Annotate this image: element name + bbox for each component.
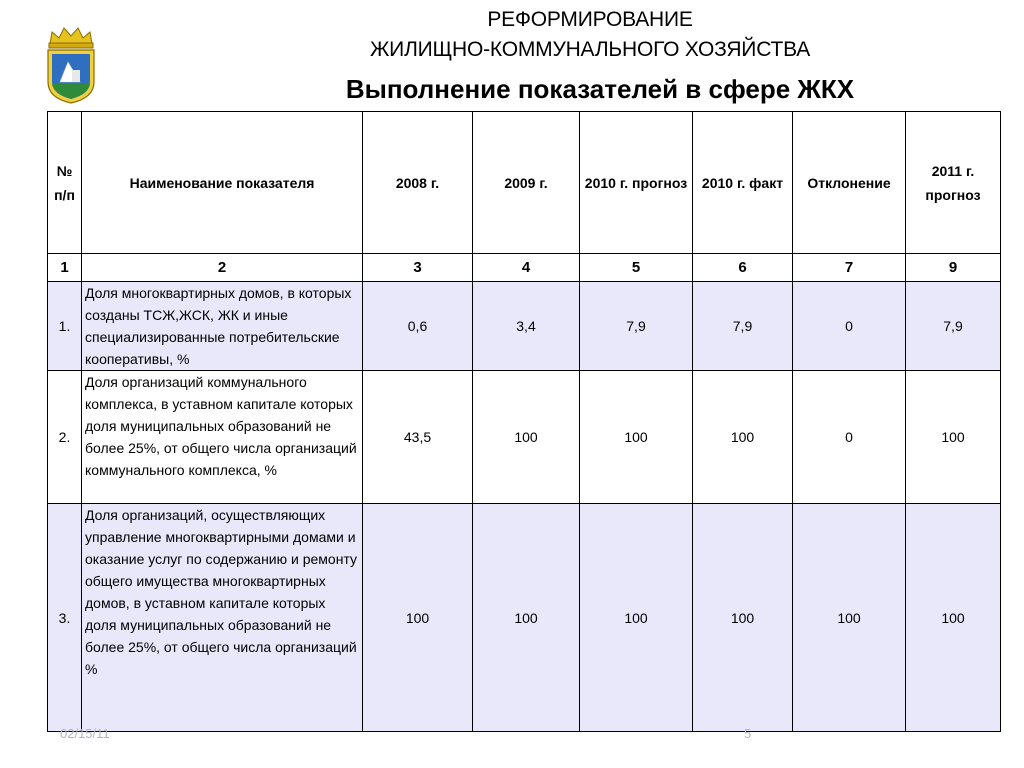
column-number-row [48,254,1001,282]
column-header: 2008 г. [363,112,473,254]
column-number: 5 [580,254,693,282]
value-2011-plan: 100 [906,504,1001,732]
column-header: 2010 г. факт [693,112,793,254]
indicator-name: Доля организаций, осуществляющих управление многоквартирными домами и оказание услуг по содержанию и ремонту общего имущества многоквартирных домов, в уставном капитале которых доля муниципальных образований не более 25%, от общего числа организаций % [82,504,363,732]
footer-page-number: 5 [744,726,752,741]
value-2011-plan: 100 [906,371,1001,504]
page-subtitle: Выполнение показателей в сфере ЖКХ [345,74,855,104]
table-header-row [48,112,1001,254]
table-row [48,282,1001,371]
column-number: 4 [473,254,580,282]
value-2010-fact: 100 [693,504,793,732]
value-2009: 100 [473,504,580,732]
indicators-table [47,111,1001,732]
table-row [48,504,1001,732]
value-2008: 100 [363,504,473,732]
row-index: 2. [48,371,82,504]
coat-of-arms-icon [44,26,98,104]
value-2008: 43,5 [363,371,473,504]
value-2010-plan: 100 [580,371,693,504]
value-2009: 3,4 [473,282,580,371]
value-2011-plan: 7,9 [906,282,1001,371]
value-2010-plan: 100 [580,504,693,732]
column-header: № п/п [48,112,82,254]
indicator-name: Доля организаций коммунального комплекса, в уставном капитале которых доля муниципальных образований не более 25%, от общего числа организаций коммунального комплекса, % [82,371,363,504]
value-deviation: 0 [793,282,906,371]
row-index: 3. [48,504,82,732]
column-number: 9 [906,254,1001,282]
column-header: 2010 г. прогноз [580,112,693,254]
column-number: 6 [693,254,793,282]
column-header: Отклонение [793,112,906,254]
page-title-line1: РЕФОРМИРОВАНИЕ [487,8,693,31]
value-2008: 0,6 [363,282,473,371]
column-header: Наименование показателя [82,112,363,254]
page-title-line2: ЖИЛИЩНО-КОММУНАЛЬНОГО ХОЗЯЙСТВА [369,38,811,61]
column-header: 2009 г. [473,112,580,254]
column-number: 7 [793,254,906,282]
indicator-name: Доля многоквартирных домов, в которых созданы ТСЖ,ЖСК, ЖК и иные специализированные потребительские кооперативы, % [82,282,363,371]
column-header: 2011 г. прогноз [906,112,1001,254]
value-2010-fact: 100 [693,371,793,504]
value-2010-plan: 7,9 [580,282,693,371]
value-deviation: 0 [793,371,906,504]
footer-date: 02/15/11 [60,726,110,741]
value-2009: 100 [473,371,580,504]
table-row [48,371,1001,504]
column-number: 3 [363,254,473,282]
value-deviation: 100 [793,504,906,732]
column-number: 2 [82,254,363,282]
value-2010-fact: 7,9 [693,282,793,371]
column-number: 1 [48,254,82,282]
row-index: 1. [48,282,82,371]
